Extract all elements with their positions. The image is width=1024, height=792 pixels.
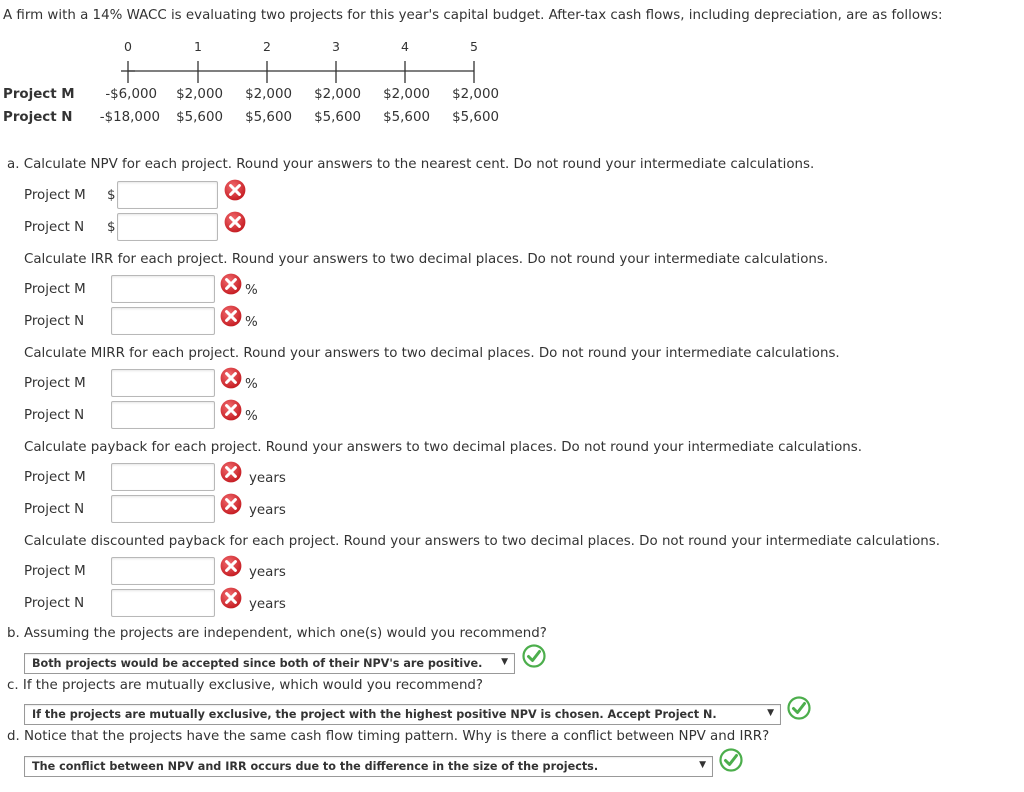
project-n-label: Project N — [3, 110, 73, 125]
discounted-payback-project-n-unit: years — [249, 597, 286, 612]
project-m-flow-0: -$6,000 — [105, 87, 157, 102]
timeline-period-5: 5 — [470, 39, 478, 54]
npv-project-m-currency: $ — [107, 188, 116, 203]
npv-project-n-label: Project N — [24, 220, 85, 235]
incorrect-icon — [219, 492, 243, 516]
incorrect-icon — [219, 554, 243, 578]
part-c-prompt: c. If the projects are mutually exclusive, which would you recommend? — [7, 678, 484, 693]
irr-project-n-input[interactable] — [111, 307, 215, 335]
correct-check-icon — [787, 696, 811, 720]
irr-project-m-input[interactable] — [111, 275, 215, 303]
problem-statement: A firm with a 14% WACC is evaluating two projects for this year's capital budget. After-tax cash flows, including depreciation, are as follows: — [3, 8, 943, 23]
discounted-payback-project-m-label: Project M — [24, 564, 86, 579]
payback-project-n-unit: years — [249, 503, 286, 518]
part-b-dropdown[interactable] — [24, 653, 515, 674]
timeline-period-3: 3 — [332, 39, 340, 54]
incorrect-icon — [219, 304, 243, 328]
incorrect-icon — [219, 272, 243, 296]
timeline-period-2: 2 — [263, 39, 271, 54]
discounted-payback-prompt: Calculate discounted payback for each project. Round your answers to two decimal places. Do not round your intermediate calculations. — [24, 534, 940, 549]
incorrect-icon — [219, 366, 243, 390]
mirr-prompt: Calculate MIRR for each project. Round your answers to two decimal places. Do not round your intermediate calculations. — [24, 346, 840, 361]
timeline-period-4: 4 — [401, 39, 409, 54]
npv-prompt: a. Calculate NPV for each project. Round your answers to the nearest cent. Do not round your intermediate calculations. — [7, 157, 815, 172]
npv-project-n-currency: $ — [107, 220, 116, 235]
irr-project-n-unit: % — [245, 315, 258, 330]
payback-project-m-input[interactable] — [111, 463, 215, 491]
part-c-dropdown[interactable] — [24, 704, 781, 725]
npv-project-m-input[interactable] — [117, 181, 218, 209]
mirr-project-m-unit: % — [245, 377, 258, 392]
mirr-project-n-unit: % — [245, 409, 258, 424]
project-m-flow-2: $2,000 — [245, 87, 292, 102]
mirr-project-m-label: Project M — [24, 376, 86, 391]
part-d-prompt: d. Notice that the projects have the same cash flow timing pattern. Why is there a conflict between NPV and IRR? — [7, 729, 770, 744]
payback-project-n-label: Project N — [24, 502, 85, 517]
irr-project-n-label: Project N — [24, 314, 85, 329]
project-n-flow-2: $5,600 — [245, 110, 292, 125]
project-m-label: Project M — [3, 87, 75, 102]
incorrect-icon — [219, 586, 243, 610]
project-n-flow-5: $5,600 — [452, 110, 499, 125]
part-b-prompt: b. Assuming the projects are independent, which one(s) would you recommend? — [7, 626, 547, 641]
project-n-flow-3: $5,600 — [314, 110, 361, 125]
irr-project-m-label: Project M — [24, 282, 86, 297]
discounted-payback-project-n-label: Project N — [24, 596, 85, 611]
incorrect-icon — [219, 460, 243, 484]
incorrect-icon — [223, 178, 247, 202]
mirr-project-m-input[interactable] — [111, 369, 215, 397]
payback-project-m-unit: years — [249, 471, 286, 486]
part-b-selected-option: Both projects would be accepted since both of their NPV's are positive. — [32, 657, 483, 670]
timeline-period-0: 0 — [124, 39, 132, 54]
project-m-flow-3: $2,000 — [314, 87, 361, 102]
payback-project-n-input[interactable] — [111, 495, 215, 523]
project-m-flow-4: $2,000 — [383, 87, 430, 102]
incorrect-icon — [219, 398, 243, 422]
mirr-project-n-label: Project N — [24, 408, 85, 423]
npv-project-n-input[interactable] — [117, 213, 218, 241]
irr-project-m-unit: % — [245, 283, 258, 298]
mirr-project-n-input[interactable] — [111, 401, 215, 429]
dropdown-arrow-icon: ▼ — [699, 760, 706, 770]
payback-project-m-label: Project M — [24, 470, 86, 485]
discounted-payback-project-m-input[interactable] — [111, 557, 215, 585]
dropdown-arrow-icon: ▼ — [767, 708, 774, 718]
part-d-dropdown[interactable] — [24, 756, 713, 777]
incorrect-icon — [223, 210, 247, 234]
payback-prompt: Calculate payback for each project. Round your answers to two decimal places. Do not round your intermediate calculations. — [24, 440, 863, 455]
project-n-flow-4: $5,600 — [383, 110, 430, 125]
discounted-payback-project-n-input[interactable] — [111, 589, 215, 617]
project-n-flow-0: -$18,000 — [99, 110, 160, 125]
cash-flow-timeline — [0, 56, 500, 86]
correct-check-icon — [522, 644, 546, 668]
project-m-flow-5: $2,000 — [452, 87, 499, 102]
irr-prompt: Calculate IRR for each project. Round your answers to two decimal places. Do not round your intermediate calculations. — [24, 252, 829, 267]
timeline-period-1: 1 — [194, 39, 202, 54]
correct-check-icon — [719, 748, 743, 772]
npv-project-m-label: Project M — [24, 188, 86, 203]
project-m-flow-1: $2,000 — [176, 87, 223, 102]
project-n-flow-1: $5,600 — [176, 110, 223, 125]
dropdown-arrow-icon: ▼ — [501, 657, 508, 667]
part-d-selected-option: The conflict between NPV and IRR occurs due to the difference in the size of the projects. — [32, 760, 599, 773]
discounted-payback-project-m-unit: years — [249, 565, 286, 580]
part-c-selected-option: If the projects are mutually exclusive, the project with the highest positive NPV is chosen. Accept Project N. — [32, 708, 717, 721]
